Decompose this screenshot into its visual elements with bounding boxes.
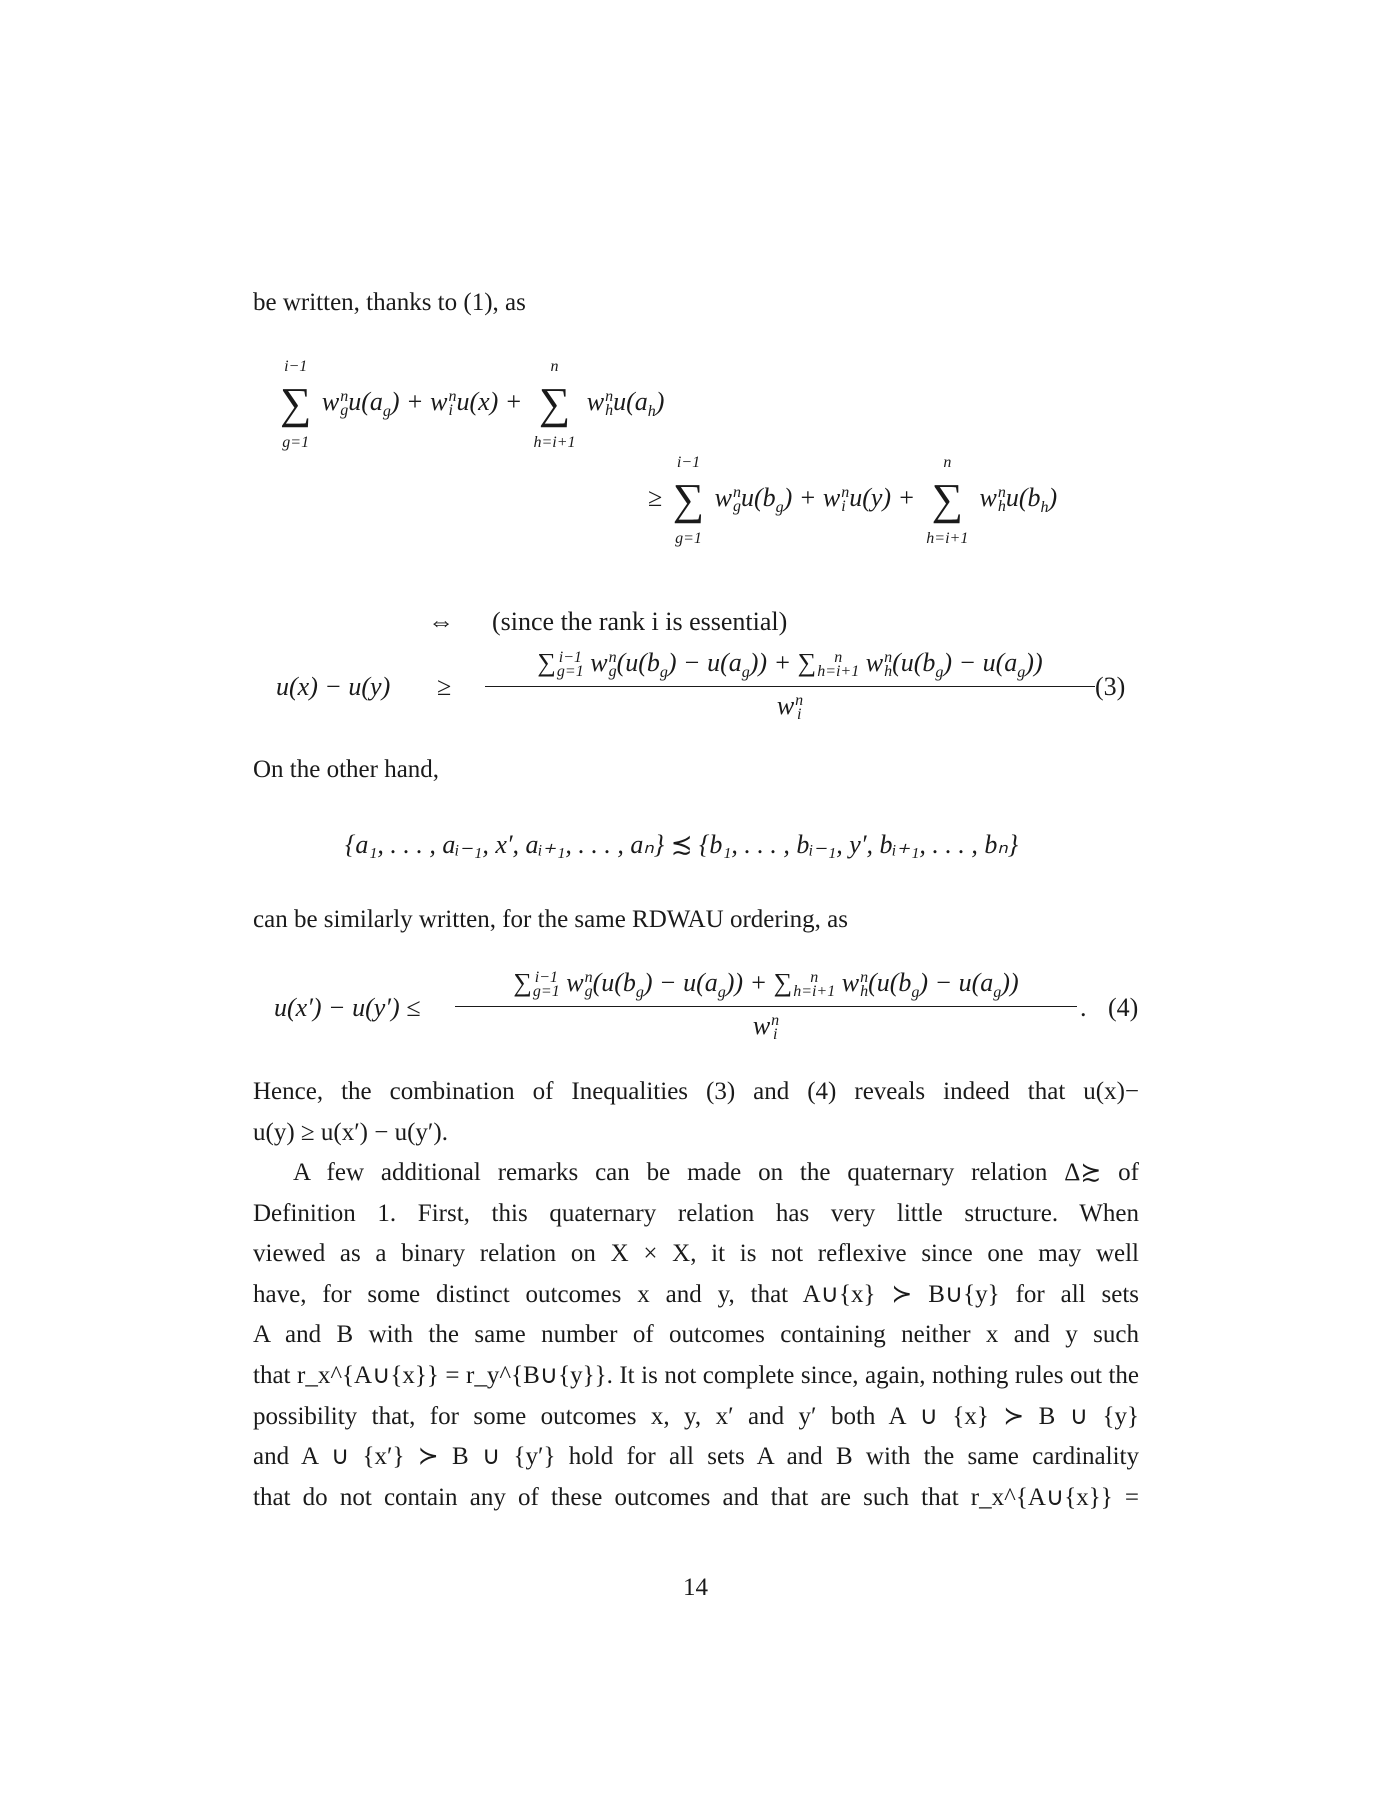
equation3-fraction — [485, 648, 1095, 722]
equation4-label: (4) — [1108, 993, 1139, 1022]
text-line: have, for some distinct outcomes x and y, that A∪{x} ≻ B∪{y} for all sets — [253, 1280, 1139, 1308]
text-line: Definition 1. First, this quaternary relation has very little structure. When — [253, 1199, 1139, 1227]
sum-symbol: n ∑ h=i+1 — [533, 358, 576, 451]
equation4-lhs: u(x′) − u(y′) ≤ — [274, 993, 421, 1022]
right-set: {b₁, . . . , bᵢ₋₁, y′, bᵢ₊₁, . . . , bₙ} — [698, 830, 1019, 859]
equation4-numerator: ∑ i−1 g=1 w n g $(u(b_g) - u(a_g))$ + ∑ n h=i+1 w n h $(u(b_g) - u(a_g))$ — [513, 968, 1019, 1002]
text-line: A and B with the same number of outcomes containing neither x and y such — [253, 1321, 1139, 1349]
relation-symbol: ≾ — [670, 830, 693, 859]
equation4-trailing: . — [1080, 993, 1087, 1022]
left-set: {a₁, . . . , aᵢ₋₁, x′, aᵢ₊₁, . . . , aₙ} — [345, 830, 665, 859]
equation3-relation: ≥ — [437, 672, 452, 701]
equation3-lhs: u(x) − u(y) — [276, 672, 391, 701]
sum-symbol: i−1 ∑ g=1 — [280, 358, 312, 451]
text-line: u(y) ≥ u(x′) − u(y′). — [253, 1118, 448, 1146]
equation-sum-rhs: ≥ i−1 ∑ g=1 w n g $u(b_g) + w$ n i u(y) + n ∑ h=i+1 w n h $u(b_h)$ — [648, 454, 1058, 547]
other-hand-text: On the other hand, — [253, 756, 440, 783]
set-relation — [345, 830, 1018, 860]
sum-symbol: i−1 ∑ g=1 — [672, 454, 705, 547]
text-line: possibility that, for some outcomes x, y, x′ and y′ both A ∪ {x} ≻ B ∪ {y} — [253, 1402, 1139, 1430]
sum-symbol: n ∑ h=i+1 — [926, 454, 969, 547]
equation3-label: (3) — [1095, 672, 1126, 701]
equation3-denominator: w n i — [776, 691, 804, 724]
text-line: A few additional remarks can be made on the quaternary relation Δ≿ of — [293, 1159, 1139, 1186]
equation3-numerator: ∑ i−1 g=1 w n g $(u(b_g) - u(a_g))$ + ∑ n h=i+1 w n h $(u(b_g) - u(a_g))$ — [537, 648, 1043, 682]
paragraph-conclusion — [253, 1072, 1139, 1153]
equation4-fraction — [455, 968, 1077, 1042]
equation4-denominator: w n i — [752, 1011, 780, 1044]
similarly-text: can be similarly written, for the same RDWAU ordering, as — [253, 906, 848, 933]
text-line: that r_x^{A∪{x}} = r_y^{B∪{y}}. It is not complete since, again, nothing rules out the — [253, 1361, 1139, 1389]
page-number: 14 — [683, 1574, 708, 1601]
text-line: Hence, the combination of Inequalities (3) and (4) reveals indeed that u(x)− — [253, 1078, 1139, 1105]
equivalence-note: (since the rank i is essential) — [492, 607, 788, 636]
equation-sum-lhs: i−1 ∑ g=1 w n g $u(a_g) + w$ n i u(x) + n ∑ h=i+1 w n h $u(a_h)$ — [280, 358, 665, 451]
text-line: viewed as a binary relation on X × X, it is not reflexive since one may well — [253, 1240, 1139, 1268]
equivalence-symbol: ⇔ — [428, 607, 454, 636]
intro-text: be written, thanks to (1), as — [253, 289, 526, 316]
paragraph-remarks — [253, 1153, 1139, 1518]
text-line: that do not contain any of these outcomes and that are such that r_x^{A∪{x}} = — [253, 1483, 1139, 1511]
text-line: and A ∪ {x′} ≻ B ∪ {y′} hold for all sets A and B with the same cardinality — [253, 1443, 1139, 1471]
